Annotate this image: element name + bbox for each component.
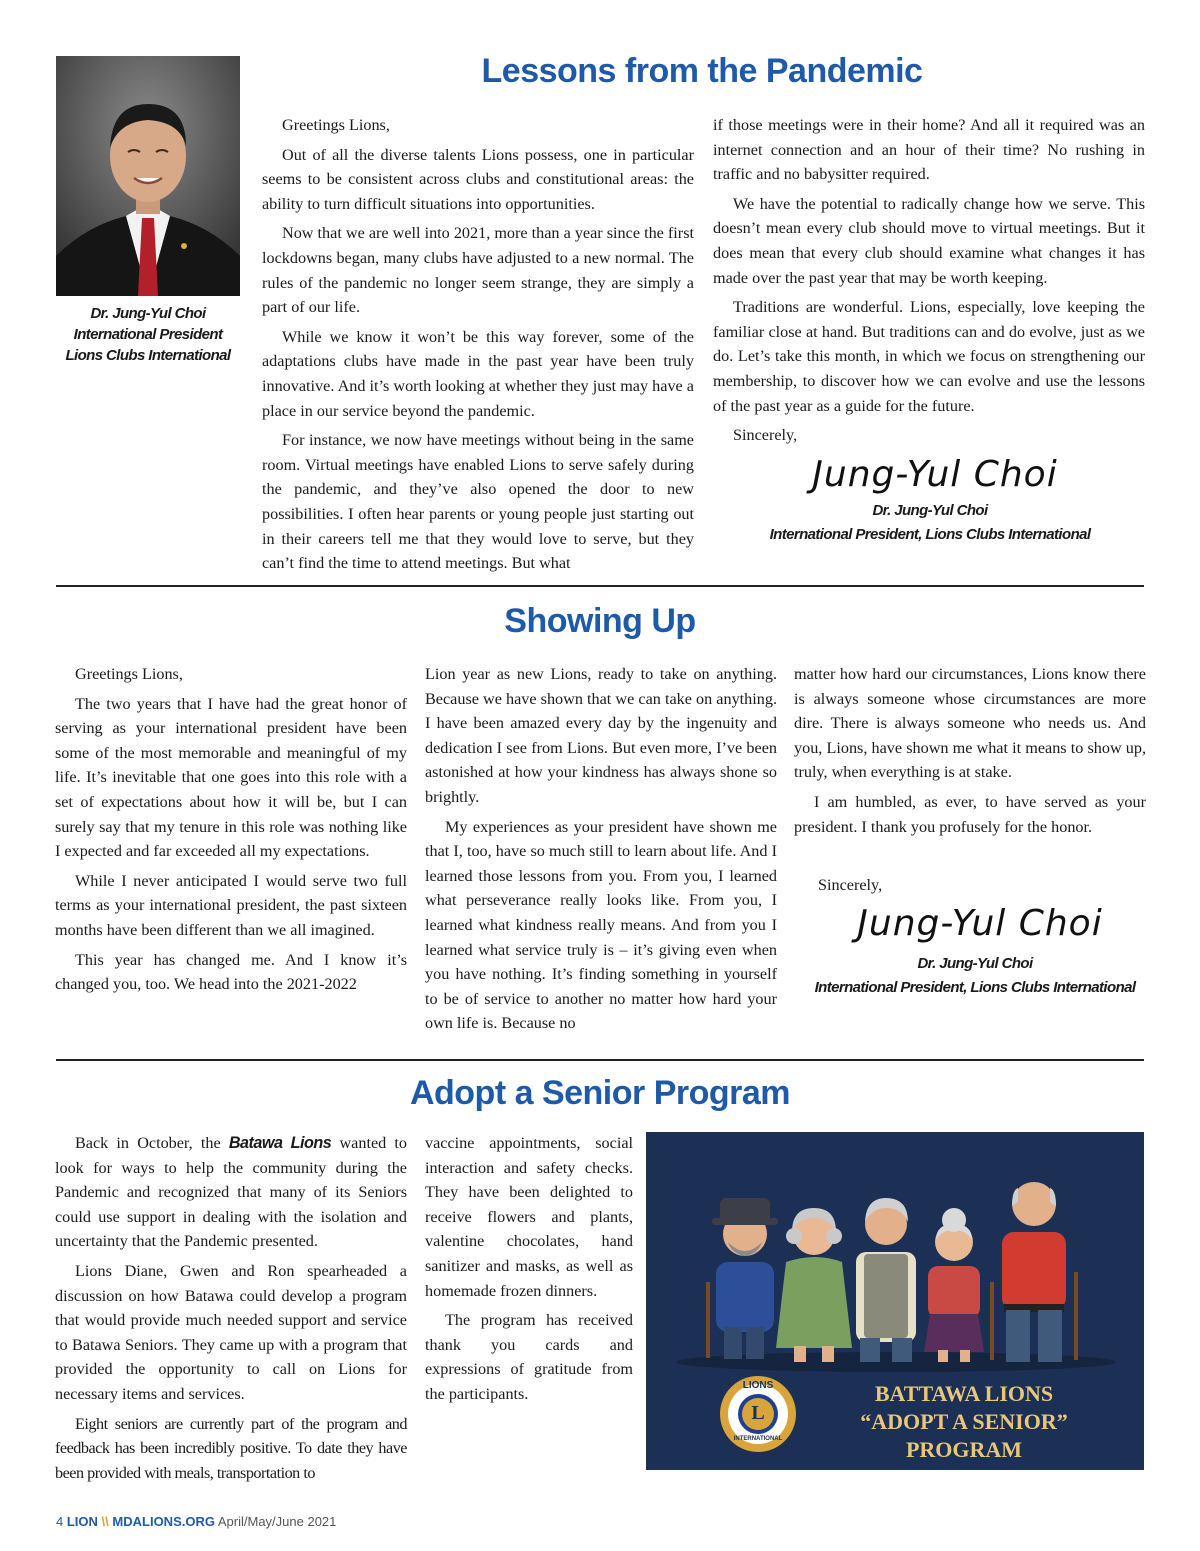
section-title-adopt-senior: Adopt a Senior Program: [409, 1074, 791, 1112]
text-run: wanted to look for ways to help the community during the Pandemic and recognized that many of its Seniors could use support in dealing with the isolation and uncertainty that the Pandemic presented.: [55, 1134, 407, 1251]
paragraph: matter how hard our circumstances, Lions know there is always someone whose circumstances are more dire. There is always someone who needs us. And you, Lions, have shown me what it means to show up, truly, when everything is at stake.: [794, 665, 1146, 782]
paragraph: vaccine appointments, social interaction and safety checks. They have been delighted to receive flowers and plants, valentine chocolates, hand sanitizer and masks, as well as homemade frozen dinners.: [425, 1134, 633, 1300]
showing-column-2: [425, 662, 777, 1041]
paragraph: My experiences as your president have shown me that I, too, have so much still to learn about life. And I learned those lessons from you. From you, I learned what perseverance really looks like. From you, I learned what kindness really means. And from you I learned what service truly is – it’s giving even when you have nothing. It’s finding something in yourself to be of service to another no matter how hard your own life is. Because no: [425, 817, 777, 1033]
page-number: 4: [56, 1514, 64, 1529]
site-link[interactable]: MDALIONS.ORG: [112, 1514, 215, 1529]
signature-1: Jung-Yul Choi: [812, 454, 1058, 495]
paragraph: The program has received thank you cards and expressions of gratitude from the participants.: [425, 1311, 633, 1403]
paragraph: Eight seniors are currently part of the program and feedback has been incredibly positive. To date they have been provided with meals, transportation to: [55, 1414, 407, 1482]
paragraph: The two years that I have had the great honor of serving as your international president have been some of the most memorable and meaningful of my life. It’s inevitable that one goes into this role with a set of expectations about how it will be, but I can surely say that my tenure in this role was nothing like I expected and far exceeded all my expectations.: [55, 694, 407, 861]
adopt-column-2: [425, 1131, 633, 1412]
signer-title-1: International President, Lions Clubs International: [769, 526, 1091, 543]
closing-2: Sincerely,: [818, 876, 883, 894]
showing-column-1: [55, 662, 407, 1002]
portrait-image: [56, 56, 240, 296]
signature-2: Jung-Yul Choi: [857, 903, 1103, 944]
paragraph: Greetings Lions,: [282, 116, 390, 134]
section-title-lessons: Lessons from the Pandemic: [481, 52, 923, 90]
signer-title-2: International President, Lions Clubs International: [814, 979, 1136, 996]
caption-org: Lions Clubs International: [65, 347, 231, 364]
closing: Sincerely,: [733, 426, 798, 445]
logo-bottom-text: INTERNATIONAL: [733, 1436, 783, 1442]
lessons-column-2: [713, 113, 1145, 453]
paragraph: While we know it won’t be this way forever, some of the adaptations clubs have made in the past year have been truly innovative. And it’s worth looking at whether they just may have a place in our service beyond the pandemic.: [262, 327, 694, 420]
page-footer: [56, 1514, 336, 1529]
lions-logo: [716, 1372, 800, 1456]
showing-column-3: [794, 662, 1146, 844]
paragraph: Traditions are wonderful. Lions, especially, love keeping the familiar close at hand. But traditions can and do evolve, just as we do. Let’s take this month, in which we focus on strengthening our membership, to discover how we can evolve and use the lessons of the past year as a guide for the future.: [713, 298, 1145, 415]
paragraph: This year has changed me. And I know it’s changed you, too. We head into the 2021-2022: [55, 950, 407, 994]
text-run: Back in October, the: [75, 1134, 229, 1152]
paragraph: For instance, we now have meetings without being in the same room. Virtual meetings have enabled Lions to serve safely during the pandemic, and they’ve also opened the door to new possibilities. I often hear parents or young people just starting out in their careers tell me that they would love to serve, but they can’t find the time to attend meetings. But what: [262, 431, 694, 573]
divider-1: [56, 585, 1144, 587]
signer-name-1: Dr. Jung-Yul Choi: [872, 502, 988, 519]
lessons-column-1: [262, 113, 694, 581]
adopt-column-1: [55, 1131, 407, 1490]
poster-line-1: BATTAWA LIONS: [874, 1381, 1054, 1406]
paragraph: Greetings Lions,: [75, 665, 183, 683]
adopt-senior-poster: [646, 1132, 1144, 1470]
caption-title: International President: [73, 326, 223, 343]
paragraph: if those meetings were in their home? And all it required was an internet connection and an hour of their time? No rushing in traffic and no babysitter required.: [713, 116, 1145, 184]
paragraph: Lions Diane, Gwen and Ron spearheaded a discussion on how Batawa could develop a program that would provide much needed support and service to Batawa Seniors. They came up with a program that provided the opportunity to call on Lions for necessary items and services.: [55, 1261, 407, 1403]
paragraph: Now that we are well into 2021, more than a year since the first lockdowns began, many clubs have adjusted to a new normal. The rules of the pandemic no longer seem strange, they are simply a part of our life.: [262, 224, 694, 317]
magazine-name: LION: [66, 1514, 98, 1529]
divider-2: [56, 1059, 1144, 1061]
paragraph: [55, 1131, 407, 1254]
logo-letter: L: [751, 1402, 765, 1424]
poster-text: [814, 1380, 1114, 1464]
signer-name-2: Dr. Jung-Yul Choi: [917, 955, 1033, 972]
president-photo: [56, 56, 240, 296]
poster-line-3: PROGRAM: [905, 1437, 1023, 1462]
photo-caption: [56, 303, 240, 366]
logo-top-text: LIONS: [742, 1380, 774, 1391]
paragraph: While I never anticipated I would serve two full terms as your international president, the past sixteen months have been different than we all imagined.: [55, 871, 407, 939]
paragraph: Out of all the diverse talents Lions possess, one in particular seems to be consistent across clubs and constitutional areas: the ability to turn difficult situations into opportunities.: [262, 145, 694, 213]
paragraph: We have the potential to radically change how we serve. This doesn’t mean every club should move to virtual meetings. But it does mean that every club should examine what changes it has made over the past year that may be worth keeping.: [713, 194, 1145, 287]
club-name: Batawa Lions: [228, 1134, 332, 1152]
poster-line-2: “ADOPT A SENIOR”: [860, 1409, 1068, 1434]
paragraph: I am humbled, as ever, to have served as your president. I thank you profusely for the honor.: [794, 792, 1146, 836]
issue-date: April/May/June 2021: [217, 1514, 337, 1529]
footer-separator: \\: [101, 1514, 109, 1529]
section-title-showing-up: Showing Up: [504, 602, 696, 640]
caption-name: Dr. Jung-Yul Choi: [90, 305, 206, 322]
paragraph: Lion year as new Lions, ready to take on anything. Because we have shown that we can take on anything. I have been amazed every day by the ingenuity and dedication I see from Lions. But even more, I’ve been astonished at how your kindness has always shone so brightly.: [425, 665, 777, 806]
